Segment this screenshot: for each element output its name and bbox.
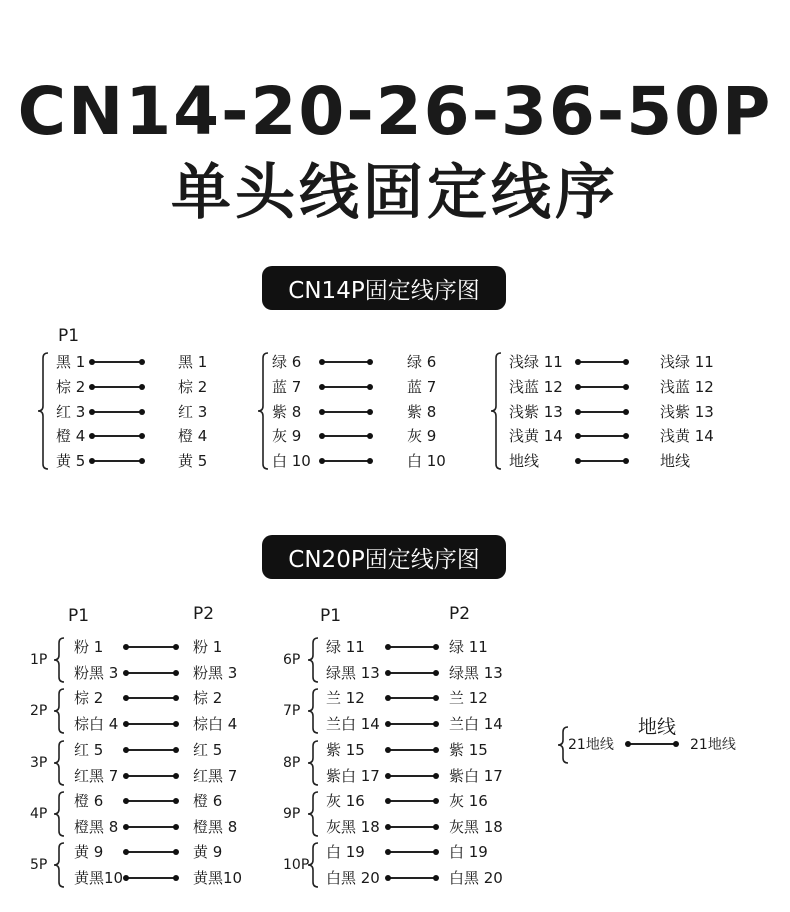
cn14-col1-wire (92, 411, 142, 413)
ground-wire (628, 743, 676, 745)
cn20-right_groups-wire (388, 723, 436, 725)
cn20-left_groups-brace (52, 791, 66, 837)
cn20-left_groups-p2-wire-label: 棕白 4 (193, 715, 238, 733)
cn20-left_groups-group-label: 5P (30, 857, 48, 873)
cn14-col1-wire (92, 460, 142, 462)
cn14-col2-p1-wire-label: 绿 6 (272, 353, 302, 371)
cn14-col2-wire (322, 460, 370, 462)
ground-wire-title: 地线 (638, 716, 677, 738)
cn20-right_groups-wire (388, 775, 436, 777)
cn20-right_groups-p2-wire-label: 绿黑 13 (449, 664, 503, 682)
cn20-left_groups-p1-wire-label: 红 5 (74, 741, 104, 759)
cn14-col1-p2-wire-label: 黑 1 (178, 353, 208, 371)
cn20-right_groups-brace (306, 740, 320, 786)
cn14-col3-p2-wire-label: 浅绿 11 (660, 353, 714, 371)
cn20-right_groups-group-label: 9P (283, 806, 301, 822)
cn14-col2-p2-wire-label: 紫 8 (407, 403, 437, 421)
cn14-col2-p1-wire-label: 蓝 7 (272, 378, 302, 396)
cn20-right_groups-p1-wire-label: 兰白 14 (326, 715, 380, 733)
cn20-left_groups-brace (52, 688, 66, 734)
cn14-col2-p1-wire-label: 紫 8 (272, 403, 302, 421)
cn20-right_groups-p2-wire-label: 兰白 14 (449, 715, 503, 733)
cn20-right_groups-brace (306, 842, 320, 888)
cn20-left_groups-group-label: 2P (30, 703, 48, 719)
main-title-line1: CN14-20-26-36-50P (17, 73, 773, 150)
cn20-left_groups-p1-wire-label: 粉 1 (74, 638, 104, 656)
cn20-right_groups-p2-wire-label: 兰 12 (449, 689, 488, 707)
cn20-right_groups-p2-wire-label: 灰 16 (449, 792, 488, 810)
cn20-right_groups-p1-wire-label: 兰 12 (326, 689, 365, 707)
cn20-right_groups-p1-wire-label: 白黑 20 (326, 869, 380, 887)
cn20-right_groups-p1-wire-label: 绿 11 (326, 638, 365, 656)
cn14-col3-p1-wire-label: 浅蓝 12 (509, 378, 563, 396)
cn20-right_groups-p2-wire-label: 紫 15 (449, 741, 488, 759)
cn14-col1-p1-wire-label: 黑 1 (56, 353, 86, 371)
main-title-line2: 单头线固定线序 (171, 158, 619, 228)
cn14-col1-wire (92, 361, 142, 363)
cn20-left_groups-brace (52, 842, 66, 888)
cn14-p1-label: P1 (58, 326, 80, 346)
cn14-col2-p2-wire-label: 绿 6 (407, 353, 437, 371)
cn20-section-badge: CN20P固定线序图 (262, 535, 506, 579)
cn20-left_groups-brace (52, 740, 66, 786)
cn20-left_groups-brace (52, 637, 66, 683)
cn20-left_groups-wire (126, 826, 176, 828)
cn20-left_groups-p1-wire-label: 黄 9 (74, 843, 104, 861)
cn20-right_groups-p1-wire-label: 紫白 17 (326, 767, 380, 785)
cn14-col2-p2-wire-label: 蓝 7 (407, 378, 437, 396)
cn14-col3-wire (578, 361, 626, 363)
cn20-right_groups-p1-wire-label: 灰 16 (326, 792, 365, 810)
cn20-left_groups-wire (126, 672, 176, 674)
cn14-col1-p2-wire-label: 橙 4 (178, 427, 208, 445)
cn20-left_groups-p1-wire-label: 红黑 7 (74, 767, 119, 785)
cn14-col1-p1-wire-label: 黄 5 (56, 452, 86, 470)
cn14-col2-p1-wire-label: 白 10 (272, 452, 311, 470)
cn14-col1-brace (36, 352, 50, 470)
cn20-right_groups-p1-wire-label: 紫 15 (326, 741, 365, 759)
cn20-left_groups-wire (126, 646, 176, 648)
cn14-col1-p1-wire-label: 红 3 (56, 403, 86, 421)
cn20-right_groups-p2-wire-label: 灰黑 18 (449, 818, 503, 836)
cn20-right_groups-wire (388, 749, 436, 751)
cn20-left_groups-wire (126, 800, 176, 802)
cn20-right_groups-p1-wire-label: 灰黑 18 (326, 818, 380, 836)
cn20-left_groups-group-label: 3P (30, 755, 48, 771)
cn20-right_groups-wire (388, 672, 436, 674)
cn20-left_groups-wire (126, 775, 176, 777)
cn14-col2-p2-wire-label: 灰 9 (407, 427, 437, 445)
cn20-left-p1-label: P1 (68, 606, 90, 626)
ground-p2-label: 21地线 (690, 737, 736, 753)
cn14-col1-p2-wire-label: 棕 2 (178, 378, 208, 396)
cn20-left_groups-p2-wire-label: 红 5 (193, 741, 223, 759)
cn20-right_groups-wire (388, 877, 436, 879)
cn14-col1-p1-wire-label: 棕 2 (56, 378, 86, 396)
cn14-col3-p1-wire-label: 地线 (509, 452, 540, 470)
cn20-right_groups-brace (306, 688, 320, 734)
cn20-right_groups-group-label: 7P (283, 703, 301, 719)
cn20-right_groups-brace (306, 791, 320, 837)
cn14-col1-p2-wire-label: 红 3 (178, 403, 208, 421)
cn20-left_groups-p1-wire-label: 黄黑10 (74, 869, 124, 887)
cn20-left_groups-p2-wire-label: 黄黑10 (193, 869, 243, 887)
cn20-right_groups-p2-wire-label: 白 19 (449, 843, 488, 861)
cn20-right_groups-wire (388, 826, 436, 828)
cn14-col3-wire (578, 386, 626, 388)
cn20-right_groups-group-label: 6P (283, 652, 301, 668)
cn14-col3-p2-wire-label: 浅紫 13 (660, 403, 714, 421)
cn14-col1-p1-wire-label: 橙 4 (56, 427, 86, 445)
cn20-right_groups-p2-wire-label: 白黑 20 (449, 869, 503, 887)
cn20-right_groups-group-label: 10P (283, 857, 310, 873)
cn20-left_groups-wire (126, 749, 176, 751)
cn20-left_groups-wire (126, 723, 176, 725)
cn20-right_groups-p1-wire-label: 绿黑 13 (326, 664, 380, 682)
cn20-left_groups-p2-wire-label: 橙 6 (193, 792, 223, 810)
cn14-col1-wire (92, 386, 142, 388)
cn14-col2-p2-wire-label: 白 10 (407, 452, 446, 470)
cn20-left_groups-wire (126, 877, 176, 879)
cn14-col3-wire (578, 411, 626, 413)
cn14-col3-brace (489, 352, 503, 470)
cn20-right_groups-wire (388, 646, 436, 648)
cn14-col1-p2-wire-label: 黄 5 (178, 452, 208, 470)
cn14-col2-wire (322, 411, 370, 413)
cn20-left_groups-wire (126, 697, 176, 699)
cn20-left_groups-p1-wire-label: 橙黑 8 (74, 818, 119, 836)
cn14-col3-wire (578, 460, 626, 462)
cn14-section-badge: CN14P固定线序图 (262, 266, 506, 310)
cn20-left_groups-group-label: 1P (30, 652, 48, 668)
cn20-right_groups-p2-wire-label: 紫白 17 (449, 767, 503, 785)
cn14-col1-wire (92, 435, 142, 437)
cn14-col2-wire (322, 386, 370, 388)
cn20-right_groups-wire (388, 851, 436, 853)
cn20-left_groups-p1-wire-label: 粉黑 3 (74, 664, 119, 682)
cn20-left_groups-p1-wire-label: 棕白 4 (74, 715, 119, 733)
cn20-left_groups-wire (126, 851, 176, 853)
cn14-col2-p1-wire-label: 灰 9 (272, 427, 302, 445)
cn14-col3-p1-wire-label: 浅黄 14 (509, 427, 563, 445)
cn20-right_groups-brace (306, 637, 320, 683)
cn14-col3-p2-wire-label: 浅黄 14 (660, 427, 714, 445)
cn20-left_groups-p2-wire-label: 红黑 7 (193, 767, 238, 785)
cn14-col3-p2-wire-label: 地线 (660, 452, 691, 470)
cn20-right_groups-p2-wire-label: 绿 11 (449, 638, 488, 656)
cn20-left-p2-label: P2 (193, 604, 215, 624)
cn20-left_groups-p1-wire-label: 橙 6 (74, 792, 104, 810)
cn14-col3-wire (578, 435, 626, 437)
cn14-col2-brace (256, 352, 270, 470)
cn20-left_groups-p2-wire-label: 粉 1 (193, 638, 223, 656)
cn14-col2-wire (322, 435, 370, 437)
cn20-right-p1-label: P1 (320, 606, 342, 626)
cn20-right_groups-p1-wire-label: 白 19 (326, 843, 365, 861)
cn20-left_groups-group-label: 4P (30, 806, 48, 822)
cn20-right_groups-wire (388, 697, 436, 699)
cn14-col3-p2-wire-label: 浅蓝 12 (660, 378, 714, 396)
cn14-col2-wire (322, 361, 370, 363)
ground-p1-label: 21地线 (568, 737, 614, 753)
cn20-right_groups-wire (388, 800, 436, 802)
cn20-right_groups-group-label: 8P (283, 755, 301, 771)
cn20-left_groups-p1-wire-label: 棕 2 (74, 689, 104, 707)
cn20-left_groups-p2-wire-label: 粉黑 3 (193, 664, 238, 682)
cn20-left_groups-p2-wire-label: 棕 2 (193, 689, 223, 707)
cn20-left_groups-p2-wire-label: 橙黑 8 (193, 818, 238, 836)
cn14-col3-p1-wire-label: 浅绿 11 (509, 353, 563, 371)
cn14-col3-p1-wire-label: 浅紫 13 (509, 403, 563, 421)
cn20-right-p2-label: P2 (449, 604, 471, 624)
cn20-left_groups-p2-wire-label: 黄 9 (193, 843, 223, 861)
